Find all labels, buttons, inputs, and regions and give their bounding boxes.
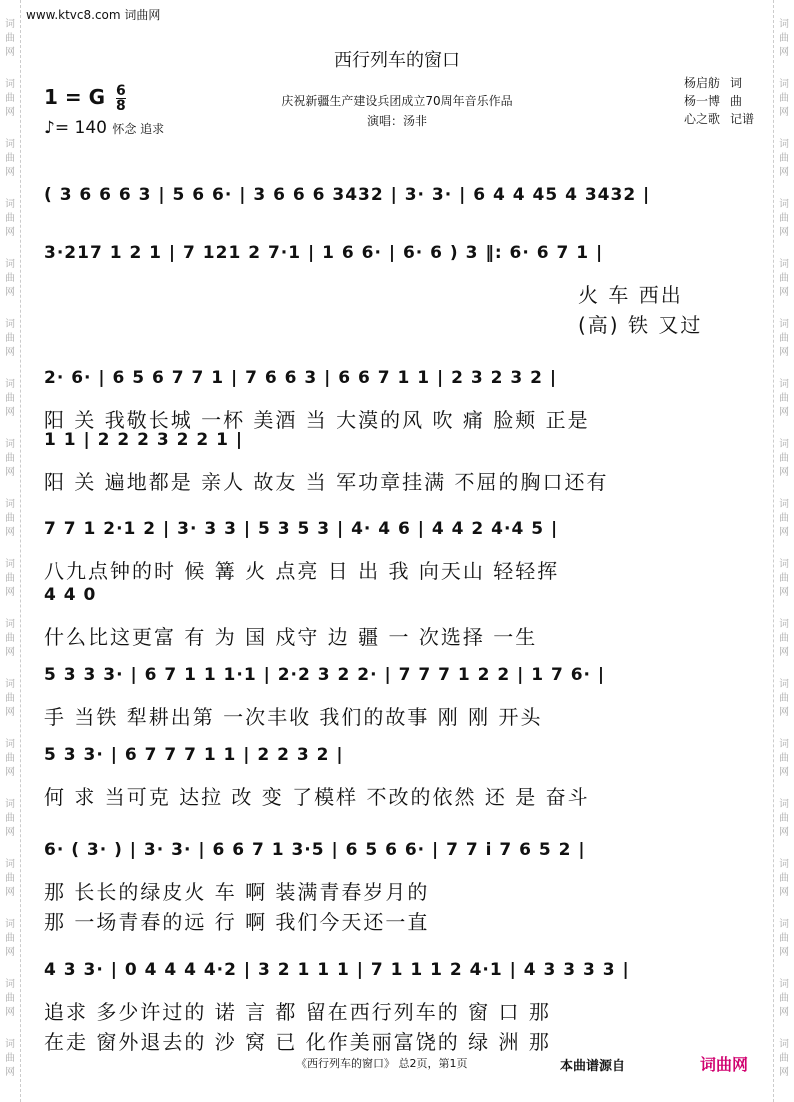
song-title: 西行列车的窗口 <box>334 50 460 71</box>
margin-watermark-text: 词 曲 网 <box>779 499 789 538</box>
notation-row: 2· 6· | 6 5 6 7 7 1 | 7 6 6 3 | 6 6 7 1 1 | 2 3 2 3 2 | <box>44 368 558 388</box>
credit-composer: 杨一博 曲 <box>683 94 742 108</box>
left-margin-watermark <box>0 0 21 1102</box>
lyric-line: 何 求 当可克 达拉 改 变 了模样 不改的依然 还 是 奋斗 <box>44 785 590 809</box>
lyric-line: 什么比这更富 有 为 国 戍守 边 疆 一 次选择 一生 <box>44 625 538 649</box>
notation-row: 3·217 1 2 1 | 7 121 2 7·1 | 1 6 6· | 6· 6 ) 3 ‖: 6· 6 7 1 | <box>44 243 604 263</box>
lyric-line: 追求 多少许过的 诺 言 都 留在西行列车的 窗 口 那 <box>44 1000 551 1024</box>
margin-watermark-text: 词 曲 网 <box>5 859 15 898</box>
margin-watermark-text: 词 曲 网 <box>779 379 789 418</box>
lyric-line: 那 长长的绿皮火 车 啊 装满青春岁月的 <box>44 880 430 904</box>
tempo-value: ♪= 140 <box>44 118 107 138</box>
subtitle: 庆祝新疆生产建设兵团成立70周年音乐作品 <box>281 94 513 108</box>
notation-row: 5 3 3 3· | 6 7 1 1 1·1 | 2·2 3 2 2· | 7 7 7 1 2 2 | 1 7 6· | <box>44 665 606 685</box>
margin-watermark-text: 词 曲 网 <box>5 379 15 418</box>
lyric-line: 在走 窗外退去的 沙 窝 已 化作美丽富饶的 绿 洲 那 <box>44 1030 551 1054</box>
footer-brand-link[interactable]: 词曲网 <box>700 1055 749 1074</box>
lyric-line: 火 车 西出 <box>578 283 683 307</box>
page-footer: 《西行列车的窗口》 总2页，第1页 <box>296 1057 468 1070</box>
margin-watermark-text: 词 曲 网 <box>5 979 15 1018</box>
site-watermark: www.ktvc8.com 词曲网 <box>26 8 161 22</box>
notation-row: 4 3 3· | 0 4 4 4 4·2 | 3 2 1 1 1 | 7 1 1 1 2 4·1 | 4 3 3 3 3 | <box>44 960 630 980</box>
margin-watermark-text: 词 曲 网 <box>5 79 15 118</box>
margin-watermark-text: 词 曲 网 <box>779 679 789 718</box>
singer: 演唱：汤非 <box>366 114 427 128</box>
notation-row: 4 4 0 <box>44 585 97 605</box>
margin-watermark-text: 词 曲 网 <box>779 1039 789 1078</box>
lyric-line: 那 一场青春的远 行 啊 我们今天还一直 <box>44 910 430 934</box>
margin-watermark-text: 词 曲 网 <box>5 19 15 58</box>
margin-watermark-text: 词 曲 网 <box>779 139 789 178</box>
notation-row: 1 1 | 2 2 2 3 2 2 1 | <box>44 430 244 450</box>
margin-watermark-text: 词 曲 网 <box>779 259 789 298</box>
margin-watermark-text: 词 曲 网 <box>5 259 15 298</box>
margin-watermark-text: 词 曲 网 <box>779 439 789 478</box>
lyric-line: 阳 关 我敬长城 一杯 美酒 当 大漠的风 吹 痛 脸颊 正是 <box>44 408 590 432</box>
credit-lyricist: 杨启舫 词 <box>683 76 742 90</box>
margin-watermark-text: 词 曲 网 <box>5 439 15 478</box>
margin-watermark-text: 词 曲 网 <box>5 319 15 358</box>
margin-watermark-text: 词 曲 网 <box>5 1039 15 1078</box>
margin-watermark-text: 词 曲 网 <box>779 979 789 1018</box>
notation-row: 7 7 1 2·1 2 | 3· 3 3 | 5 3 5 3 | 4· 4 6 | 4 4 2 4·4 5 | <box>44 519 559 539</box>
footer-source-label: 本曲谱源自 <box>560 1059 626 1074</box>
credit-transcriber: 心之歌 记谱 <box>683 112 754 126</box>
margin-watermark-text: 词 曲 网 <box>779 739 789 778</box>
meter-bottom: 8 <box>115 98 126 114</box>
margin-watermark-text: 词 曲 网 <box>779 559 789 598</box>
margin-watermark-text: 词 曲 网 <box>779 19 789 58</box>
lyric-line: (高) 铁 又过 <box>578 313 703 337</box>
margin-watermark-text: 词 曲 网 <box>779 619 789 658</box>
meter-top: 6 <box>115 83 126 99</box>
margin-watermark-text: 词 曲 网 <box>5 799 15 838</box>
margin-watermark-text: 词 曲 网 <box>779 199 789 238</box>
credits <box>684 74 754 128</box>
margin-watermark-text: 词 曲 网 <box>779 319 789 358</box>
margin-watermark-text: 词 曲 网 <box>5 559 15 598</box>
key-label: 1 = G <box>44 85 106 109</box>
margin-watermark-text: 词 曲 网 <box>5 919 15 958</box>
margin-watermark-text: 词 曲 网 <box>779 799 789 838</box>
margin-watermark-text: 词 曲 网 <box>5 679 15 718</box>
margin-watermark-text: 词 曲 网 <box>5 739 15 778</box>
notation-row: ( 3 6 6 6 3 | 5 6 6· | 3 6 6 6 3432 | 3· 3· | 6 4 4 45 4 3432 | <box>44 185 651 205</box>
margin-watermark-text: 词 曲 网 <box>5 619 15 658</box>
right-margin-watermark <box>773 0 794 1102</box>
notation-row: 6· ( 3· ) | 3· 3· | 6 6 7 1 3·5 | 6 5 6 6· | 7 7 i 7 6 5 2 | <box>44 840 586 860</box>
margin-watermark-text: 词 曲 网 <box>779 859 789 898</box>
lyric-line: 手 当铁 犁耕出第 一次丰收 我们的故事 刚 刚 开头 <box>44 705 543 729</box>
margin-watermark-text: 词 曲 网 <box>5 139 15 178</box>
lyric-line: 阳 关 遍地都是 亲人 故友 当 军功章挂满 不屈的胸口还有 <box>44 470 609 494</box>
tempo-mood: 怀念 追求 <box>112 122 165 136</box>
lyric-line: 八九点钟的时 候 篝 火 点亮 日 出 我 向天山 轻轻挥 <box>44 559 560 583</box>
margin-watermark-text: 词 曲 网 <box>779 919 789 958</box>
margin-watermark-text: 词 曲 网 <box>5 199 15 238</box>
margin-watermark-text: 词 曲 网 <box>779 79 789 118</box>
notation-row: 5 3 3· | 6 7 7 7 1 1 | 2 2 3 2 | <box>44 745 344 765</box>
margin-watermark-text: 词 曲 网 <box>5 499 15 538</box>
